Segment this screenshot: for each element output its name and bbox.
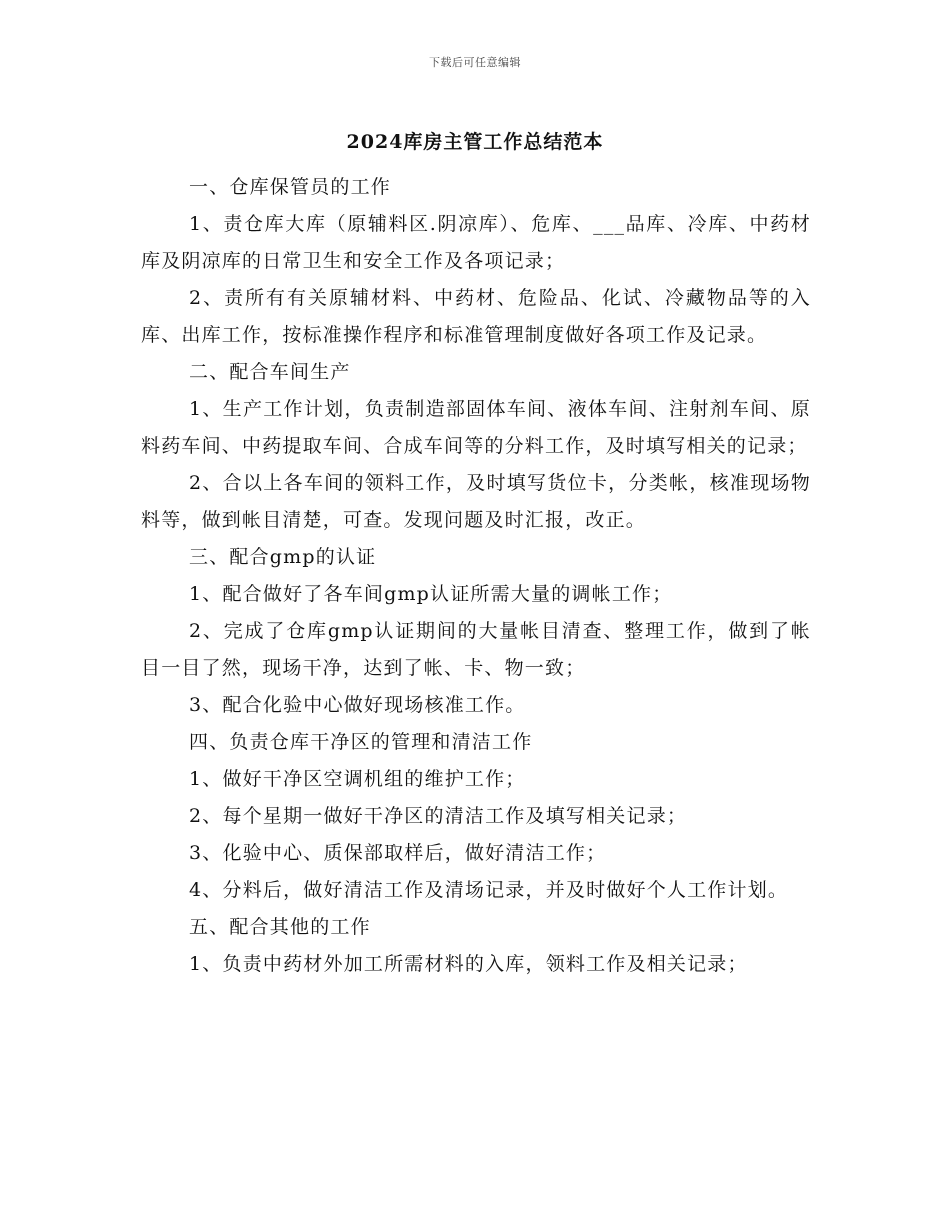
body-paragraph: 2、每个星期一做好干净区的清洁工作及填写相关记录； bbox=[189, 805, 688, 827]
body-paragraph: 2、合以上各车间的领料工作，及时填写货位卡，分类帐，核准现场物料等，做到帐目清楚，可查。发现问题及时汇报，改正。 bbox=[141, 472, 811, 531]
section-heading: 一、仓库保管员的工作 bbox=[189, 176, 392, 198]
body-paragraph: 1、生产工作计划，负责制造部固体车间、液体车间、注射剂车间、原料药车间、中药提取车间、合成车间等的分料工作，及时填写相关的记录； bbox=[141, 398, 811, 457]
body-paragraph: 3、化验中心、质保部取样后，做好清洁工作； bbox=[189, 842, 607, 864]
body-paragraph: 2、责所有有关原辅材料、中药材、危险品、化试、冷藏物品等的入库、出库工作，按标准操作程序和标准管理制度做好各项工作及记录。 bbox=[141, 287, 811, 346]
document-title: 2024库房主管工作总结范本 bbox=[346, 131, 604, 153]
body-paragraph: 4、分料后，做好清洁工作及清场记录，并及时做好个人工作计划。 bbox=[189, 879, 789, 901]
body-paragraph: 1、做好干净区空调机组的维护工作； bbox=[189, 768, 526, 790]
header-note: 下载后可任意编辑 bbox=[429, 56, 521, 69]
document-body bbox=[141, 169, 811, 983]
body-paragraph: 2、完成了仓库gmp认证期间的大量帐目清查、整理工作，做到了帐目一目了然，现场干净，达到了帐、卡、物一致； bbox=[141, 620, 811, 679]
section-heading: 四、负责仓库干净区的管理和清洁工作 bbox=[189, 731, 533, 753]
body-paragraph: 3、配合化验中心做好现场核准工作。 bbox=[189, 694, 526, 716]
body-paragraph: 1、配合做好了各车间gmp认证所需大量的调帐工作； bbox=[189, 583, 673, 605]
section-heading: 二、配合车间生产 bbox=[189, 361, 351, 383]
body-paragraph: 1、负责中药材外加工所需材料的入库，领料工作及相关记录； bbox=[189, 953, 748, 975]
section-heading: 三、配合gmp的认证 bbox=[189, 546, 377, 568]
body-paragraph: 1、责仓库大库（原辅料区.阴凉库）、危库、___品库、冷库、中药材库及阴凉库的日常卫生和安全工作及各项记录； bbox=[141, 213, 811, 272]
section-heading: 五、配合其他的工作 bbox=[189, 916, 371, 938]
